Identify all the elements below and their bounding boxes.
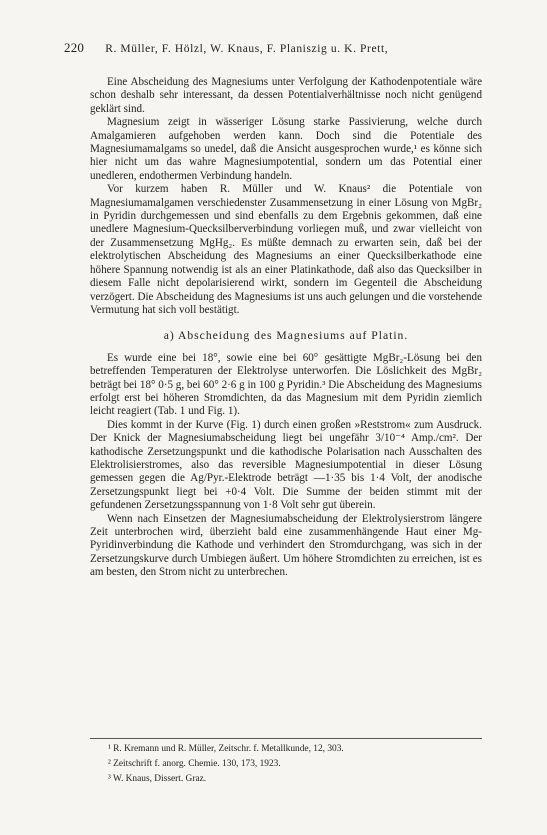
page-header xyxy=(64,40,494,56)
body-text xyxy=(90,76,482,580)
paragraph: Wenn nach Einsetzen der Magnesiumabscheidung der Elektrolysierstrom längere Zeit unterbrochen wird, überzieht bald eine zusammenhängende Haut einer Mg-Pyridinverbindung die Kathode und verhindert den Stromdurchgang, was sich in der Zersetzungskurve durch Umbiegen äußert. Um höhere Stromdichten zu erreichen, ist es am besten, den Strom nicht zu unterbrechen. xyxy=(90,512,482,579)
footnotes xyxy=(108,742,482,787)
section-heading: a) Abscheidung des Magnesiums auf Platin. xyxy=(163,329,409,343)
paragraph: Eine Abscheidung des Magnesiums unter Verfolgung der Kathodenpotentiale wäre schon deshalb sehr interessant, da dessen Potentialverhältnisse noch nicht genügend geklärt sind. xyxy=(90,76,482,115)
page-number: 220 xyxy=(64,40,85,55)
paragraph: Dies kommt in der Kurve (Fig. 1) durch einen großen »Reststrom« zum Ausdruck. Der Knick der Magnesiumabscheidung liegt bei ungefähr 3/10⁻⁴ Amp./cm². Der kathodische Zersetzungspunkt und die kathodische Polarisation nach Ausschalten des Elektrolisierstromes, also das reversible Magnesiumpotential in dieser Lösung gemessen gegen die Ag/Pyr.-Elektrode beträgt —1·35 bis 1·4 Volt, der anodische Zersetzungspunkt liegt bei +0·4 Volt. Die Summe der beiden stimmt mit der gefundenen Zersetzungsspannung von 1·8 Volt sehr gut überein. xyxy=(90,418,482,512)
paragraph: Magnesium zeigt in wässeriger Lösung starke Passivierung, welche durch Amalgamieren aufgehoben werden kann. Doch sind die Potentiale des Magnesiumamalgams so unedel, daß die Ansicht ausgesprochen wurde,¹ es könne sich hier nicht um das wahre Magnesiumpotential, sondern um das Potential einer unedleren, endothermen Verbindung handeln. xyxy=(90,116,482,182)
running-head: R. Müller, F. Hölzl, W. Knaus, F. Planiszig u. K. Prett, xyxy=(105,43,389,55)
footnote: ³ W. Knaus, Dissert. Graz. xyxy=(108,774,207,784)
footnote: ¹ R. Kremann und R. Müller, Zeitschr. f. Metallkunde, 12, 303. xyxy=(108,744,344,754)
paragraph: Es wurde eine bei 18°, sowie eine bei 60° gesättigte MgBr₂-Lösung bei den betreffenden Temperaturen der Elektrolyse unterworfen. Die Löslichkeit des MgBr₂ beträgt bei 18° 0·5 g, bei 60° 2·6 g in 100 g Pyridin.³ Die Abscheidung des Magnesiums erfolgt erst bei höheren Stromdichten, da das Magnesium mit dem Pyridin ziemlich leicht reagiert (Tab. 1 und Fig. 1). xyxy=(90,351,482,418)
paragraph: Vor kurzem haben R. Müller und W. Knaus² die Potentiale von Magnesiumamalgamen verschiedenster Zusammensetzung in einer Lösung von MgBr₂ in Pyridin durchgemessen und sind ebenfalls zu dem Ergebnis gekommen, daß eine unedlere Magnesium-Quecksilberverbindung vorliegen muß, und zwar vielleicht von der Zusammensetzung MgHg₂. Es müßte demnach zu erwarten sein, daß bei der elektrolytischen Abscheidung des Magnesiums an einer Quecksilberkathode eine höhere Spannung notwendig ist als an einer Platinkathode, daß also das Quecksilber in diesem Falle nicht depolarisierend wirkt, sondern im Gegenteil die Abscheidung verzögert. Die Abscheidung des Magnesiums ist uns auch gelungen und die vorstehende Vermutung hat sich voll bestätigt. xyxy=(90,183,482,316)
footnote: ² Zeitschrift f. anorg. Chemie. 130, 173, 1923. xyxy=(108,759,281,769)
footnote-divider xyxy=(90,738,482,739)
